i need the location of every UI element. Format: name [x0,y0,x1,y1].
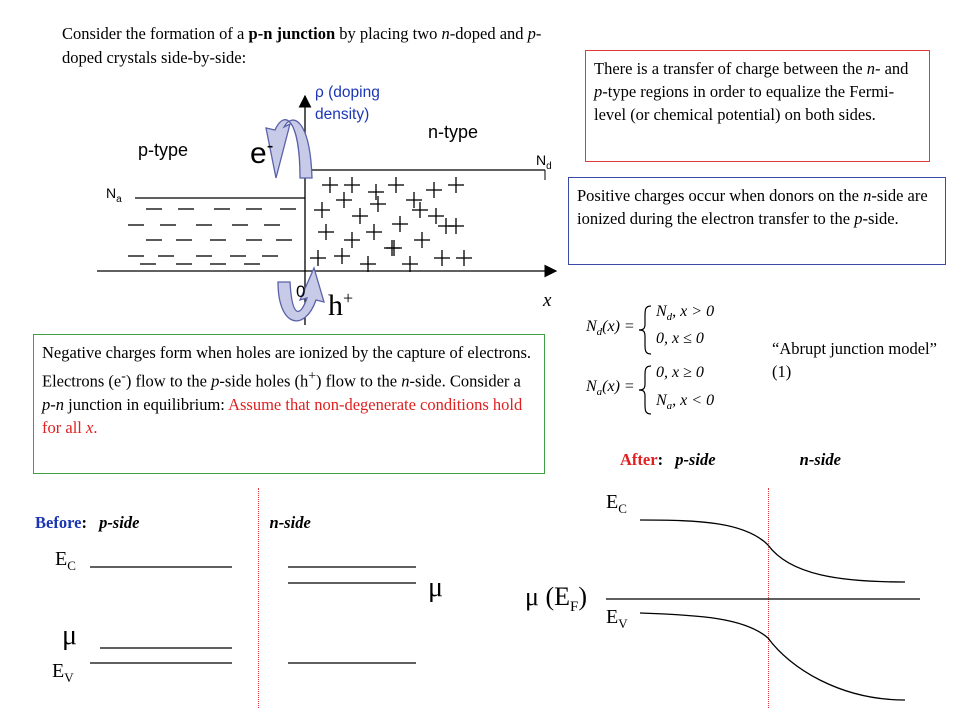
x-axis-label: x [543,290,552,311]
after-ec-label: $E_C$ [606,491,627,516]
na-case-2: $N_a$, x < 0 [656,392,715,413]
origin-label: 0 [296,282,306,301]
before-ev-label: $E_V$ [52,660,74,685]
hole-label: h+ [328,288,354,322]
before-header: Before: p-side n-side [35,513,311,532]
na-label: $N_a$ [106,185,122,205]
before-mu-left: μ [62,620,78,651]
after-ev-label: $E_V$ [606,606,628,631]
after-mu-label: μ $(E_F)$ [525,582,587,616]
nd-equation-lhs: $N_d(x)$ = [586,318,635,339]
after-header: After: p-side n-side [620,450,841,469]
nd-case-2: 0, x ≤ 0 [656,330,704,347]
rho-label: ρ (doping density) [315,84,380,123]
before-mu-right: μ [428,572,444,603]
after-ev-curve [640,613,905,700]
abrupt-junction-label: “Abrupt junction model” (1) [772,339,937,381]
nd-label: $N_d$ [536,152,552,172]
nd-case-1: $N_d$, x > 0 [656,303,715,324]
n-type-label: n-type [428,122,479,142]
after-ec-curve [640,520,905,582]
assumption-text: Assume that non-degenerate conditions hold for all x. [42,394,523,437]
intro-text: Consider the formation of a p-n junction by placing two n-doped and p-doped crystals side-by-side: [62,24,542,67]
negative-charges-note: Negative charges form when holes are ionized by the capture of electrons. Electrons (e-) flow to the p-side holes (h+) flow to the n-side. Consider a p-n junction in equilibrium: Assume that non-degenerate conditions hold for all x. [33,334,545,474]
na-equation-lhs: $N_a(x)$ = [586,378,635,399]
positive-charges-note: Positive charges occur when donors on the n-side are ionized during the electron transfer to the p-side. [568,177,946,265]
electron-label: e- [250,135,274,170]
before-ec-label: $E_C$ [55,548,76,573]
na-case-1: 0, x ≥ 0 [656,364,704,381]
p-type-label: p-type [138,140,189,160]
charge-transfer-note: There is a transfer of charge between the n- and p-type regions in order to equalize the Fermi-level (or chemical potential) on both sides. [585,50,930,162]
